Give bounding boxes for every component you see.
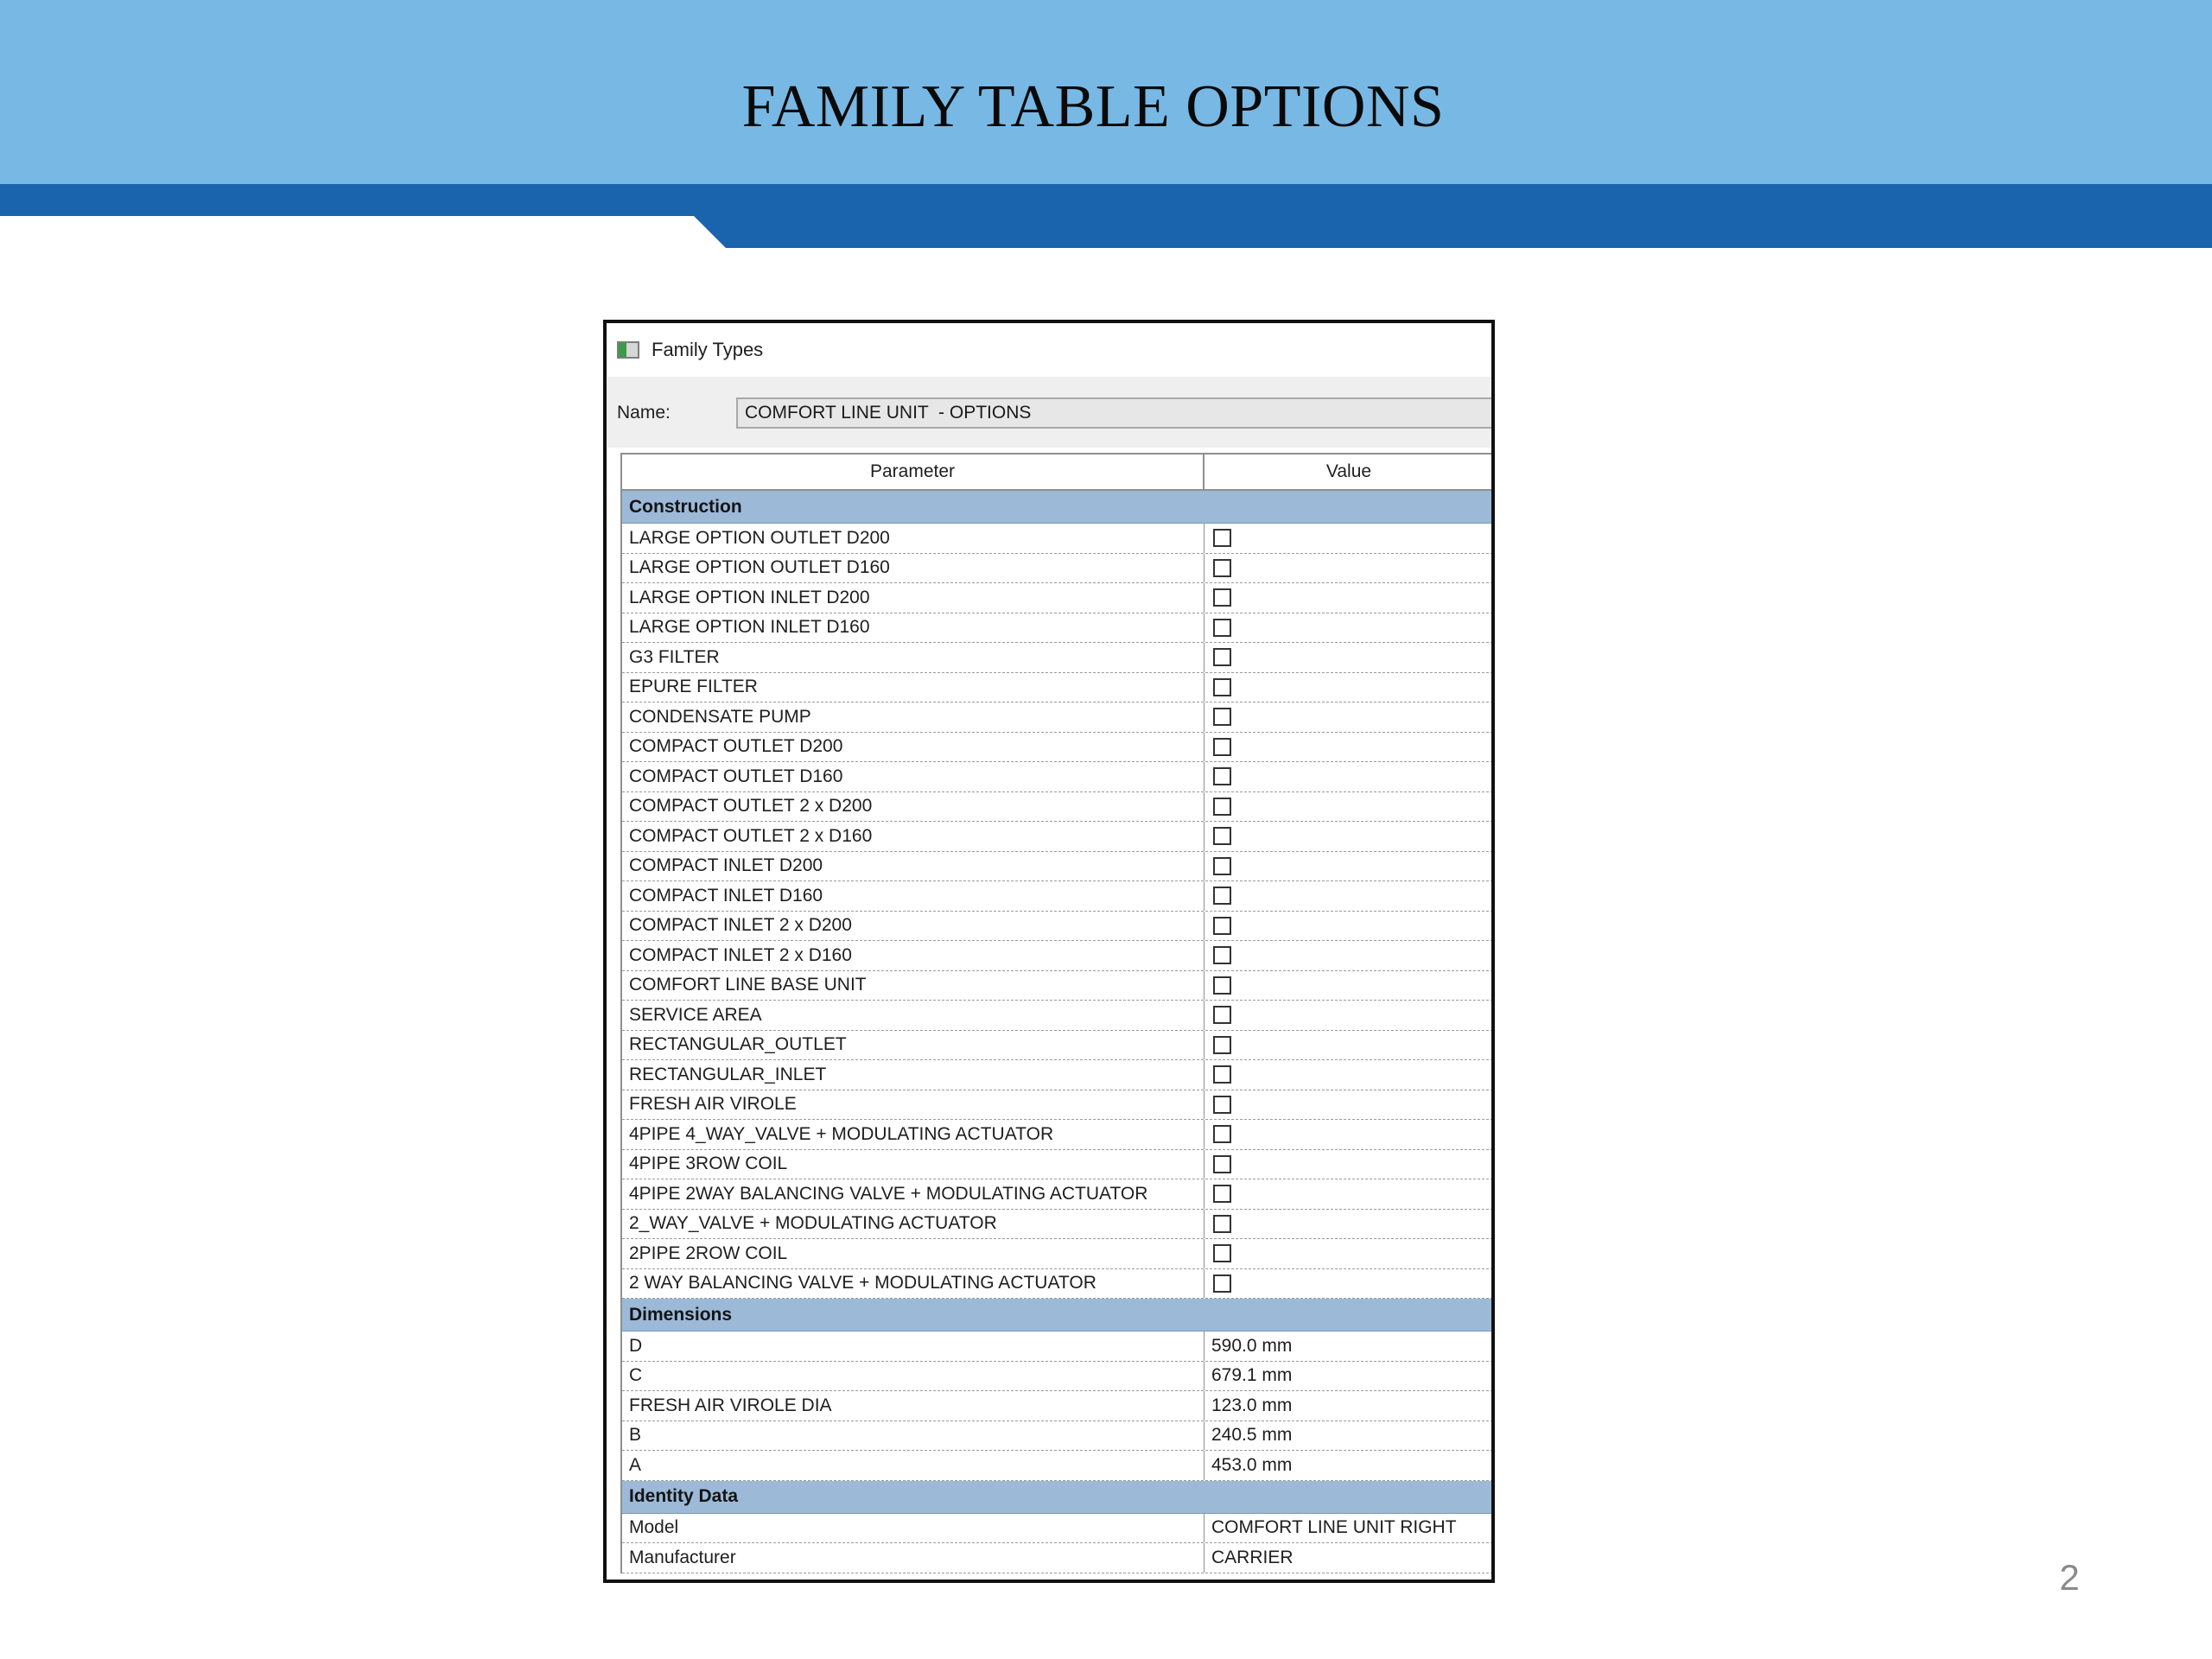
value-cell [1205,1031,1493,1060]
parameter-name: COMFORT LINE BASE UNIT [622,971,1205,1001]
value-cell [1205,524,1493,553]
grid-header [622,453,1493,491]
parameter-name: RECTANGULAR_OUTLET [622,1031,1205,1060]
name-label: Name: [617,403,671,423]
value-column-header[interactable]: Value [1325,461,1372,481]
grid-body [622,491,1493,1573]
table-row [622,1031,1493,1061]
parameter-value[interactable]: CARRIER [1211,1547,1294,1567]
table-row [622,941,1493,971]
parameter-name: RECTANGULAR_INLET [622,1060,1205,1090]
parameter-value[interactable]: 123.0 mm [1211,1395,1293,1415]
value-cell [1205,643,1493,672]
table-row [622,554,1493,584]
parameter-name: COMPACT OUTLET D200 [622,733,1205,762]
option-checkbox[interactable] [1213,827,1231,845]
table-row [622,1543,1493,1573]
table-row [622,643,1493,673]
parameter-name: COMPACT INLET 2 x D200 [622,912,1205,941]
parameter-name: LARGE OPTION INLET D200 [622,583,1205,613]
table-row [622,1001,1493,1031]
option-checkbox[interactable] [1213,648,1231,666]
parameter-column-header[interactable]: Parameter [622,454,1205,489]
parameter-name: LARGE OPTION OUTLET D160 [622,554,1205,583]
slide-title: FAMILY TABLE OPTIONS [741,73,1445,140]
value-cell [1205,554,1493,583]
table-row [622,1421,1493,1452]
dialog-titlebar [607,323,1491,377]
value-cell [1205,822,1493,851]
parameter-name: COMPACT INLET D200 [622,852,1205,881]
value-cell [1205,583,1493,613]
table-row [622,822,1493,852]
table-row [622,971,1493,1001]
group-header-construction[interactable]: Construction [622,491,1493,524]
option-checkbox[interactable] [1213,1125,1231,1143]
parameter-value[interactable]: 679.1 mm [1211,1365,1293,1386]
parameter-name: LARGE OPTION OUTLET D200 [622,524,1205,553]
parameter-name: 2_WAY_VALVE + MODULATING ACTUATOR [622,1210,1205,1239]
option-checkbox[interactable] [1213,1065,1231,1084]
option-checkbox[interactable] [1213,1006,1231,1024]
option-checkbox[interactable] [1213,1215,1231,1233]
table-row [622,792,1493,823]
page-number: 2 [2059,1557,2080,1598]
table-row [622,1120,1493,1150]
value-cell [1205,881,1493,911]
value-cell [1205,762,1493,791]
group-header-dimensions[interactable]: Dimensions [622,1299,1493,1332]
value-cell [1205,852,1493,881]
option-checkbox[interactable] [1213,1155,1231,1173]
option-checkbox[interactable] [1213,857,1231,875]
value-cell [1205,1210,1493,1239]
table-row [622,1060,1493,1090]
value-cell [1205,1179,1493,1209]
parameter-name: COMPACT INLET 2 x D160 [622,941,1205,970]
value-cell [1205,733,1493,762]
table-row [622,733,1493,763]
value-cell [1205,941,1493,970]
parameter-name: Model [622,1514,1205,1543]
parameter-name: B [622,1421,1205,1451]
value-cell [1205,1001,1493,1030]
parameter-name: FRESH AIR VIROLE DIA [622,1391,1205,1421]
parameter-value[interactable]: 240.5 mm [1211,1425,1293,1446]
option-checkbox[interactable] [1213,1036,1231,1054]
parameter-name: C [622,1362,1205,1391]
option-checkbox[interactable] [1213,1274,1231,1293]
option-checkbox[interactable] [1213,1185,1231,1203]
family-types-dialog [603,320,1495,1583]
parameter-name: LARGE OPTION INLET D160 [622,613,1205,643]
option-checkbox[interactable] [1213,559,1231,577]
parameter-name: COMPACT OUTLET 2 x D200 [622,792,1205,822]
parameter-value[interactable]: 453.0 mm [1211,1454,1293,1475]
option-checkbox[interactable] [1213,678,1231,696]
table-row [622,912,1493,942]
table-row [622,1210,1493,1240]
value-cell [1205,673,1493,702]
parameter-name: FRESH AIR VIROLE [622,1090,1205,1120]
parameter-name: CONDENSATE PUMP [622,702,1205,732]
table-row [622,881,1493,912]
option-checkbox[interactable] [1213,708,1231,726]
value-cell [1205,1090,1493,1120]
option-checkbox[interactable] [1213,619,1231,637]
dialog-title: Family Types [652,339,764,360]
parameter-name: COMPACT INLET D160 [622,881,1205,911]
option-checkbox[interactable] [1213,767,1231,785]
value-cell [1205,1120,1493,1149]
value-cell [1205,912,1493,941]
table-row [622,673,1493,703]
parameter-name: SERVICE AREA [622,1001,1205,1030]
header-stripe [0,184,2212,248]
parameter-grid [620,453,1493,1573]
table-row [622,583,1493,613]
parameter-name: D [622,1332,1205,1361]
parameter-name: A [622,1451,1205,1480]
table-row [622,852,1493,882]
name-field[interactable] [736,397,1493,429]
table-row [622,1332,1493,1362]
parameter-name: COMPACT OUTLET D160 [622,762,1205,791]
parameter-name: 4PIPE 4_WAY_VALVE + MODULATING ACTUATOR [622,1120,1205,1149]
table-row [622,1391,1493,1421]
table-row [622,1451,1493,1481]
table-row [622,1179,1493,1210]
parameter-name: G3 FILTER [622,643,1205,672]
value-cell [1205,613,1493,643]
value-cell [1205,702,1493,732]
parameter-value[interactable]: COMFORT LINE UNIT RIGHT [1211,1517,1457,1538]
parameter-name: 4PIPE 3ROW COIL [622,1150,1205,1179]
table-row [622,1090,1493,1121]
group-header-identity[interactable]: Identity Data [622,1481,1493,1514]
family-types-icon [617,341,639,359]
parameter-name: 4PIPE 2WAY BALANCING VALVE + MODULATING ACTUATOR [622,1179,1205,1209]
parameter-name: Manufacturer [622,1543,1205,1573]
option-checkbox[interactable] [1213,738,1231,756]
table-row [622,1239,1493,1269]
table-row [622,762,1493,792]
table-row [622,702,1493,733]
table-row [622,1514,1493,1544]
option-checkbox[interactable] [1213,1096,1231,1114]
parameter-name: EPURE FILTER [622,673,1205,702]
value-cell [1205,792,1493,822]
option-checkbox[interactable] [1213,946,1231,964]
table-row [622,1150,1493,1180]
parameter-name: 2PIPE 2ROW COIL [622,1239,1205,1268]
value-cell [1205,971,1493,1001]
value-cell [1205,1239,1493,1268]
value-cell [1205,1150,1493,1179]
name-row [607,377,1491,448]
option-checkbox[interactable] [1213,1244,1231,1262]
option-checkbox[interactable] [1213,529,1231,547]
table-row [622,613,1493,644]
option-checkbox[interactable] [1213,588,1231,607]
parameter-name: COMPACT OUTLET 2 x D160 [622,822,1205,851]
option-checkbox[interactable] [1213,976,1231,995]
value-cell [1205,1060,1493,1090]
table-row [622,1269,1493,1300]
value-cell [1205,1269,1493,1299]
parameter-name: 2 WAY BALANCING VALVE + MODULATING ACTUATOR [622,1269,1205,1299]
table-row [622,524,1493,554]
table-row [622,1362,1493,1392]
option-checkbox[interactable] [1213,917,1231,935]
option-checkbox[interactable] [1213,887,1231,905]
option-checkbox[interactable] [1213,798,1231,816]
parameter-value[interactable]: 590.0 mm [1211,1335,1293,1356]
